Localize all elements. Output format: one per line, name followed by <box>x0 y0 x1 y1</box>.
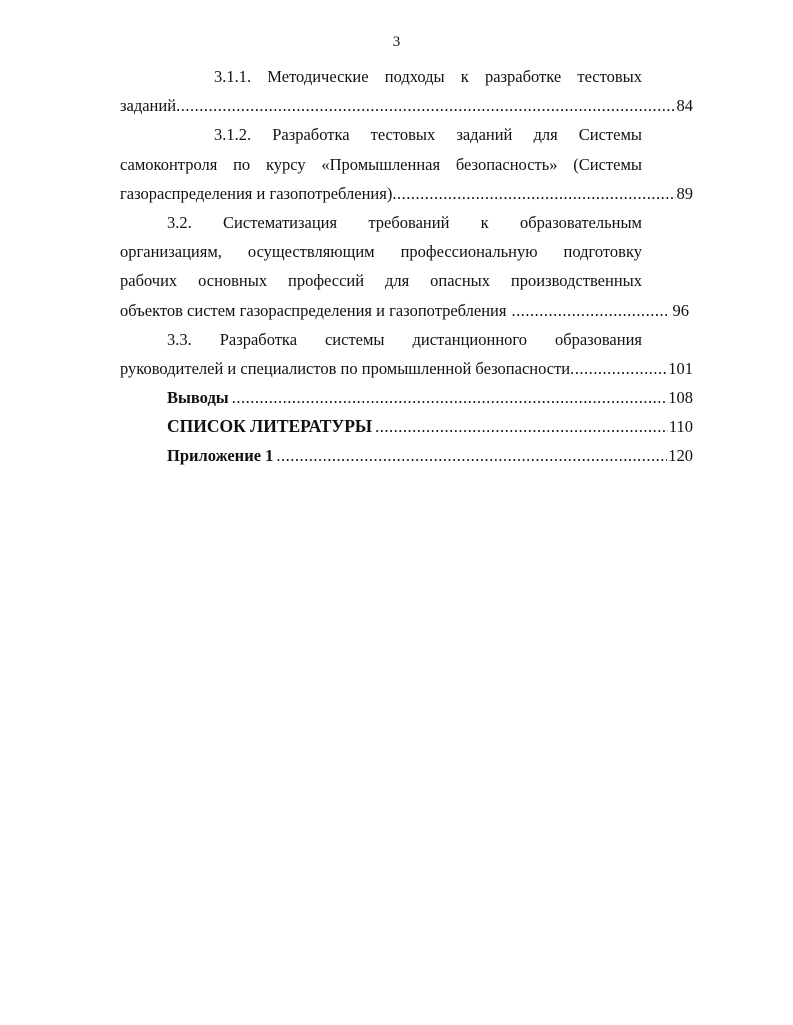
toc-page-number: 108 <box>668 388 693 408</box>
toc-entry-text: газораспределения и газопотребления) <box>120 183 393 203</box>
dot-leader <box>273 441 667 470</box>
toc-entry-3-2-line-3: рабочих основных профессий для опасных производственных <box>120 271 642 291</box>
toc-entry-3-3[interactable] <box>120 354 693 383</box>
toc-entry-3-2-line-2: организациям, осуществляющим профессиональную подготовку <box>120 242 642 262</box>
dot-leader <box>511 296 667 325</box>
dot-leader <box>392 179 675 208</box>
toc-entry-conclusions[interactable] <box>120 383 693 412</box>
toc-page-number: 120 <box>668 446 693 466</box>
toc-entry-text: СПИСОК ЛИТЕРАТУРЫ <box>167 416 373 437</box>
toc-entry-3-1-1-line-1: 3.1.1. Методические подходы к разработке тестовых <box>214 67 642 86</box>
dot-leader <box>176 91 675 120</box>
toc-page-number: 84 <box>676 96 693 116</box>
toc-entry-appendix-1[interactable] <box>120 441 693 470</box>
toc-page-number: 96 <box>668 300 689 320</box>
toc-entry-3-2-line-1: 3.2. Систематизация требований к образовательным <box>167 212 642 232</box>
table-of-contents <box>120 62 693 471</box>
toc-entry-3-1-1[interactable] <box>120 91 693 120</box>
toc-entry-3-3-line-1: 3.3. Разработка системы дистанционного образования <box>167 329 642 349</box>
toc-page-number: 89 <box>676 183 693 203</box>
toc-entry-text: объектов систем газораспределения и газопотребления <box>120 300 507 320</box>
toc-entry-3-1-2-line-1: 3.1.2. Разработка тестовых заданий для Системы <box>214 125 642 145</box>
toc-entry-text: заданий <box>120 96 177 116</box>
toc-page-number: 110 <box>668 417 693 437</box>
toc-entry-3-2[interactable] <box>120 296 693 325</box>
dot-leader <box>570 354 667 383</box>
toc-entry-text: Выводы <box>167 388 229 408</box>
dot-leader <box>229 383 668 412</box>
toc-entry-text: руководителей и специалистов по промышленной безопасности <box>120 358 571 378</box>
page-number: 3 <box>392 34 401 50</box>
toc-entry-references[interactable] <box>120 412 693 441</box>
dot-leader <box>372 412 668 441</box>
toc-entry-text: Приложение 1 <box>167 446 274 466</box>
toc-page-number: 101 <box>668 358 693 378</box>
toc-entry-3-1-2[interactable] <box>120 179 693 208</box>
toc-entry-3-1-2-line-2: самоконтроля по курсу «Промышленная безопасность» (Системы <box>120 154 642 174</box>
